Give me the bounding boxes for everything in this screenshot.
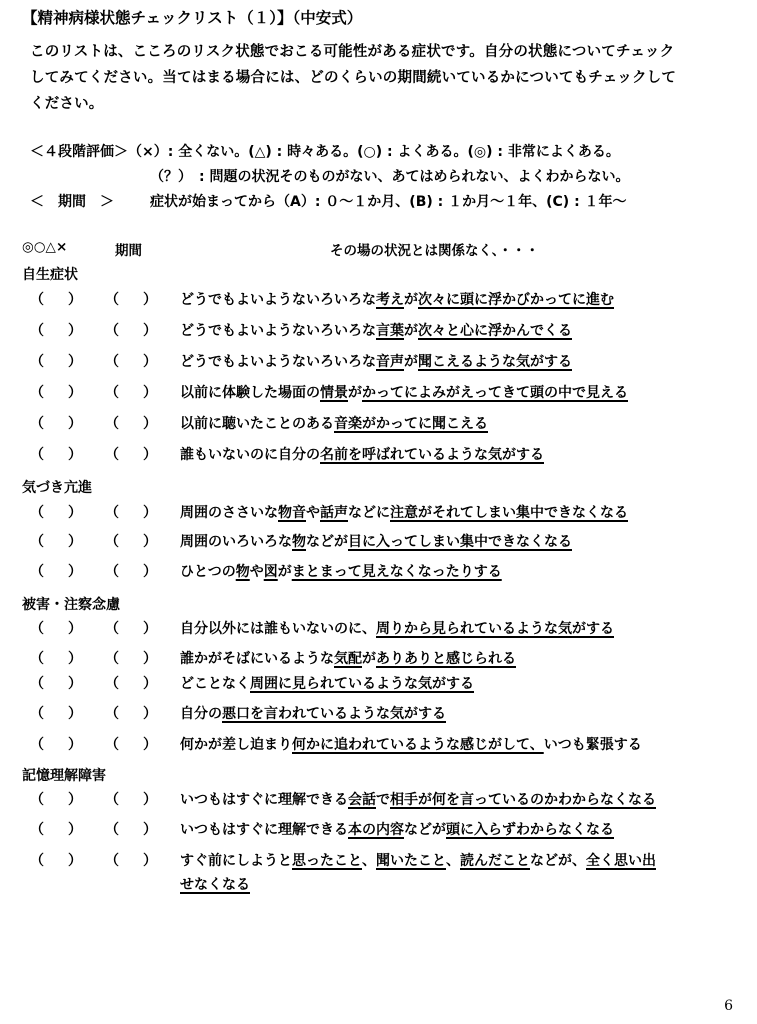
period-text: 症状が始まってから（A）: ０～１か月、(B) : １か月～１年、(C) : １年～ — [150, 194, 627, 210]
period-paren-close: ） — [143, 354, 157, 370]
underlined-phrase: 頭に浮かびかってに進む — [460, 292, 614, 308]
item-text — [180, 819, 614, 839]
scale-line-1: ＜４段階評価＞（×）: 全くない。(△) : 時々ある。(○) : よくある。(◎) : 非常によくある。 — [30, 144, 620, 160]
checklist-item — [0, 819, 757, 843]
phrase: どことなく — [180, 676, 250, 692]
underlined-phrase: 考え — [376, 292, 404, 308]
rating-paren-close: ） — [68, 651, 82, 667]
phrase: 以前に聴いたことのある — [180, 416, 334, 432]
rating-paren-open[interactable]: （ — [30, 385, 44, 401]
period-paren-open[interactable]: （ — [105, 505, 119, 521]
period-paren-close: ） — [143, 292, 157, 308]
phrase: 、 — [446, 853, 460, 869]
period-paren-close: ） — [143, 651, 157, 667]
rating-paren-open[interactable]: （ — [30, 505, 44, 521]
phrase: が — [404, 354, 418, 370]
period-paren-close: ） — [143, 676, 157, 692]
page-title: 【精神病様状態チェックリスト（１）】（中安式） — [22, 9, 363, 27]
phrase: どうでもよいようないろいろな — [180, 354, 376, 370]
rating-paren-close: ） — [68, 292, 82, 308]
period-paren-close: ） — [143, 792, 157, 808]
checklist-item — [0, 502, 757, 526]
phrase: 以前に体験した場面の — [180, 385, 320, 401]
period-paren-close: ） — [143, 505, 157, 521]
period-paren-open[interactable]: （ — [105, 792, 119, 808]
phrase: どうでもよいようないろいろな — [180, 323, 376, 339]
period-paren-close: ） — [143, 822, 157, 838]
intro-line-1: このリストは、こころのリスク状態でおこる可能性がある症状です。自分の状態についてチェック — [30, 44, 675, 60]
item-text — [180, 648, 516, 668]
checklist-item — [0, 561, 757, 585]
underlined-phrase: 会話 — [348, 792, 376, 808]
rating-paren-open[interactable]: （ — [30, 737, 44, 753]
underlined-phrase: 情景 — [320, 385, 348, 401]
rating-paren-close: ） — [68, 853, 82, 869]
rating-paren-close: ） — [68, 534, 82, 550]
period-paren-close: ） — [143, 706, 157, 722]
rating-paren-open[interactable]: （ — [30, 706, 44, 722]
phrase: 誰かがそばにいるような — [180, 651, 334, 667]
rating-paren-open[interactable]: （ — [30, 676, 44, 692]
checklist-item — [0, 413, 757, 437]
underlined-phrase: 物 — [292, 534, 306, 550]
item-text — [180, 382, 628, 402]
checklist-item — [0, 382, 757, 406]
header-symbols: ◎○△× — [22, 239, 68, 255]
underlined-phrase: 言葉 — [376, 323, 404, 339]
period-paren-open[interactable]: （ — [105, 416, 119, 432]
underlined-phrase: 何かに追われているような感じがして、 — [292, 737, 544, 753]
period-paren-close: ） — [143, 621, 157, 637]
phrase: 、 — [362, 853, 376, 869]
phrase: などが — [306, 534, 348, 550]
period-paren-open[interactable]: （ — [105, 534, 119, 550]
rating-paren-open[interactable]: （ — [30, 651, 44, 667]
phrase: 何かが差し迫まり — [180, 737, 292, 753]
underlined-phrase: 頭に入らずわからなくなる — [446, 822, 614, 838]
underlined-phrase: 音声 — [376, 354, 404, 370]
rating-paren-open[interactable]: （ — [30, 416, 44, 432]
section-heading: 自生症状 — [22, 267, 78, 283]
underlined-phrase: 相手が何を言っているのかわからなくなる — [390, 792, 656, 808]
item-text — [180, 531, 572, 551]
underlined-phrase: せなくなる — [180, 877, 250, 893]
period-paren-close: ） — [143, 737, 157, 753]
phrase: で — [376, 792, 390, 808]
phrase: いつもはすぐに理解できる — [180, 792, 348, 808]
rating-paren-close: ） — [68, 354, 82, 370]
rating-paren-open[interactable]: （ — [30, 292, 44, 308]
phrase: や — [306, 505, 320, 521]
checklist-item — [0, 648, 757, 672]
item-text — [180, 320, 572, 340]
period-paren-close: ） — [143, 447, 157, 463]
underlined-phrase: 読んだこと — [460, 853, 530, 869]
checklist-item — [0, 789, 757, 813]
phrase: 周囲のささいな — [180, 505, 278, 521]
section-heading: 被害・注察念慮 — [22, 597, 120, 613]
checklist-item — [0, 850, 757, 893]
rating-paren-open[interactable]: （ — [30, 822, 44, 838]
rating-paren-open[interactable]: （ — [30, 447, 44, 463]
item-text — [180, 444, 544, 464]
rating-paren-close: ） — [68, 621, 82, 637]
header-lead: その場の状況とは関係なく、・・・ — [330, 243, 539, 259]
phrase: いつも緊張する — [543, 737, 642, 753]
item-text — [180, 502, 628, 522]
period-paren-open[interactable]: （ — [105, 564, 119, 580]
underlined-phrase: 思ったこと — [292, 853, 362, 869]
period-label: ＜ 期間 ＞ — [30, 194, 114, 210]
scale-line-2: （？） : 問題の状況そのものがない、あてはめられない、よくわからない。 — [150, 169, 630, 185]
rating-paren-close: ） — [68, 505, 82, 521]
item-text — [180, 850, 656, 870]
phrase: 自分の — [180, 706, 222, 722]
rating-paren-open[interactable]: （ — [30, 354, 44, 370]
item-text — [180, 561, 502, 581]
underlined-phrase: 聞こえるような気がする — [418, 354, 572, 370]
header-period: 期間 — [115, 243, 142, 259]
phrase: など — [348, 505, 376, 521]
period-paren-close: ） — [143, 385, 157, 401]
period-paren-open[interactable]: （ — [105, 853, 119, 869]
rating-paren-close: ） — [68, 447, 82, 463]
underlined-phrase: 悪口を言われているような気がする — [222, 706, 446, 722]
checklist-item — [0, 703, 757, 727]
underlined-phrase: かってによみがえってきて — [362, 385, 530, 401]
period-paren-close: ） — [143, 534, 157, 550]
underlined-phrase: 注意がそれてしまい集中できなくなる — [390, 505, 628, 521]
section-heading: 気づき亢進 — [22, 480, 92, 496]
rating-paren-close: ） — [68, 822, 82, 838]
rating-paren-close: ） — [68, 792, 82, 808]
underlined-phrase: 聞いたこと — [376, 853, 446, 869]
rating-paren-open[interactable]: （ — [30, 323, 44, 339]
underlined-phrase: 音楽がかってに聞こえる — [334, 416, 488, 432]
checklist-item — [0, 351, 757, 375]
period-paren-open[interactable]: （ — [105, 737, 119, 753]
phrase: 自分以外には誰もいないのに、 — [180, 621, 376, 637]
item-text — [180, 673, 474, 693]
underlined-phrase: 次々に — [418, 292, 460, 308]
intro-line-3: ください。 — [30, 96, 104, 112]
phrase: いつもはすぐに理解できる — [180, 822, 348, 838]
period-paren-open[interactable]: （ — [105, 706, 119, 722]
underlined-phrase: 物音 — [278, 505, 306, 521]
phrase: が — [362, 651, 376, 667]
period-paren-open[interactable]: （ — [105, 323, 119, 339]
checklist-item — [0, 289, 757, 313]
underlined-phrase: まとまって見えなくなったりする — [291, 564, 502, 580]
phrase: すぐ前にしようと — [180, 853, 292, 869]
checklist-item — [0, 673, 757, 697]
rating-paren-open[interactable]: （ — [30, 621, 44, 637]
period-paren-open[interactable]: （ — [105, 676, 119, 692]
phrase: などが、 — [530, 853, 586, 869]
rating-paren-open[interactable]: （ — [30, 534, 44, 550]
underlined-phrase: 図 — [263, 564, 278, 580]
period-paren-open[interactable]: （ — [105, 651, 119, 667]
section-heading: 記憶理解障害 — [22, 768, 106, 784]
phrase: が — [348, 385, 362, 401]
period-paren-open[interactable]: （ — [105, 621, 119, 637]
phrase: 周囲のいろいろな — [180, 534, 292, 550]
item-text — [180, 351, 572, 371]
phrase: が — [277, 564, 292, 580]
phrase: などが — [404, 822, 446, 838]
rating-paren-close: ） — [68, 564, 82, 580]
item-text — [180, 734, 642, 754]
item-text — [180, 618, 614, 638]
phrase: が — [404, 323, 418, 339]
rating-paren-close: ） — [68, 706, 82, 722]
item-text — [180, 789, 656, 809]
checklist-item — [0, 444, 757, 468]
period-paren-close: ） — [143, 416, 157, 432]
rating-paren-close: ） — [68, 737, 82, 753]
checklist-item — [0, 531, 757, 555]
checklist-item — [0, 320, 757, 344]
rating-paren-open[interactable]: （ — [30, 564, 44, 580]
underlined-phrase: 全く思い出 — [586, 853, 656, 869]
underlined-phrase: 心に浮かんでくる — [460, 323, 572, 339]
period-paren-open[interactable]: （ — [105, 354, 119, 370]
period-paren-open[interactable]: （ — [105, 385, 119, 401]
period-paren-open[interactable]: （ — [105, 447, 119, 463]
period-paren-close: ） — [143, 853, 157, 869]
underlined-phrase: 次々と — [418, 323, 460, 339]
rating-paren-close: ） — [68, 676, 82, 692]
underlined-phrase: 頭の中で見える — [530, 385, 628, 401]
phrase: どうでもよいようないろいろな — [180, 292, 376, 308]
intro-line-2: してみてください。当てはまる場合には、どのくらいの期間続いているかについてもチェックして — [30, 70, 677, 86]
phrase: 誰もいないのに自分の — [180, 447, 320, 463]
period-paren-open[interactable]: （ — [105, 822, 119, 838]
item-text — [180, 703, 446, 723]
item-text-continued — [180, 874, 250, 894]
underlined-phrase: 目に入ってしまい集中できなくなる — [348, 534, 572, 550]
item-text — [180, 289, 614, 309]
rating-paren-close: ） — [68, 323, 82, 339]
period-paren-close: ） — [143, 323, 157, 339]
page-number: 6 — [724, 998, 733, 1014]
phrase: が — [404, 292, 418, 308]
phrase: ひとつの — [180, 564, 236, 580]
underlined-phrase: ありありと感じられる — [376, 651, 516, 667]
checklist-item — [0, 734, 757, 758]
underlined-phrase: 物 — [235, 564, 250, 580]
rating-paren-open[interactable]: （ — [30, 792, 44, 808]
phrase: に — [376, 505, 390, 521]
underlined-phrase: 話声 — [320, 505, 348, 521]
underlined-phrase: 周りから見られているような気がする — [376, 621, 614, 637]
item-text — [180, 413, 488, 433]
checklist-item — [0, 618, 757, 642]
rating-paren-close: ） — [68, 416, 82, 432]
rating-paren-open[interactable]: （ — [30, 853, 44, 869]
rating-paren-close: ） — [68, 385, 82, 401]
phrase: や — [249, 564, 264, 580]
period-paren-close: ） — [143, 564, 157, 580]
underlined-phrase: 本の内容 — [348, 822, 404, 838]
underlined-phrase: 名前を呼ばれているような気がする — [320, 447, 544, 463]
underlined-phrase: 周囲に見られているような気がする — [250, 676, 474, 692]
underlined-phrase: 気配 — [334, 651, 362, 667]
period-paren-open[interactable]: （ — [105, 292, 119, 308]
